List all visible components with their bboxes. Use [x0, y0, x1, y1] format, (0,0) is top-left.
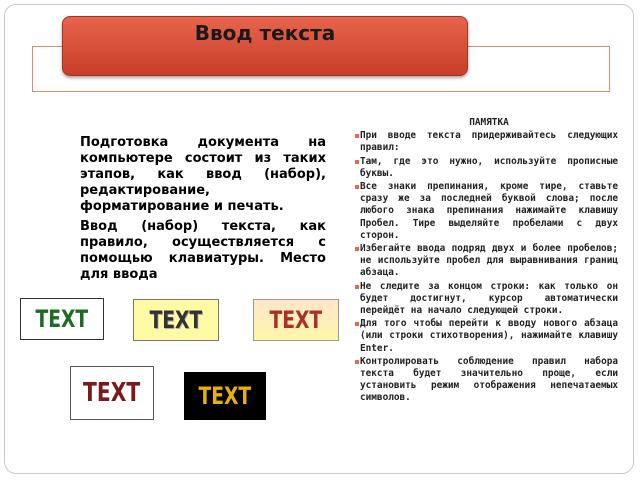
text-sample-gold-on-black [184, 372, 266, 420]
memo-item: Избегайте ввода подряд двух и более пробелов; не используйте пробел для выравнивания границ абзаца. [360, 243, 618, 279]
text-sample-red-gradient [253, 299, 339, 341]
memo-block [360, 117, 618, 406]
text-sample-label: TEXT [83, 378, 141, 408]
text-sample-green [20, 298, 104, 340]
text-sample-yellow [133, 299, 219, 341]
memo-item: Контролировать соблюдение правил набора текста будет значительно проще, если установить режим отображения непечатаемых символов. [360, 355, 618, 404]
text-sample-label: TEXT [269, 306, 323, 334]
text-sample-label: TEXT [198, 382, 252, 410]
memo-item: Для того чтобы перейти к вводу нового абзаца (или строки стихотворения), нажимайте клавишу Enter. [360, 318, 618, 354]
memo-item: При вводе текста придерживайтесь следующих правил: [360, 130, 618, 154]
memo-item: Там, где это нужно, используйте прописные буквы. [360, 155, 618, 179]
left-paragraph-1: Подготовка документа на компьютере состоит из таких этапов, как ввод (набор), редактирование, форматирование и печать. [80, 135, 326, 214]
memo-item: Не следите за концом строки: как только он будет достигнут, курсор автоматически перейдёт на начало следующей строки. [360, 280, 618, 317]
text-sample-darkred [70, 366, 154, 420]
text-sample-label: TEXT [149, 306, 203, 334]
title-banner [62, 16, 468, 76]
slide-title: Ввод текста [194, 21, 336, 45]
memo-item: Все знаки препинания, кроме тире, ставьте сразу же за последней буквой слова; после любого знака препинания нажимайте клавишу Пробел. Тире выделяйте пробелами с двух сторон. [360, 181, 618, 241]
left-paragraph-2: Ввод (набор) текста, как правило, осуществляется с помощью клавиатуры. Место для ввода [80, 219, 326, 282]
text-sample-label: TEXT [35, 305, 89, 333]
left-text-block [80, 135, 326, 301]
memo-title: ПАМЯТКА [469, 117, 509, 128]
